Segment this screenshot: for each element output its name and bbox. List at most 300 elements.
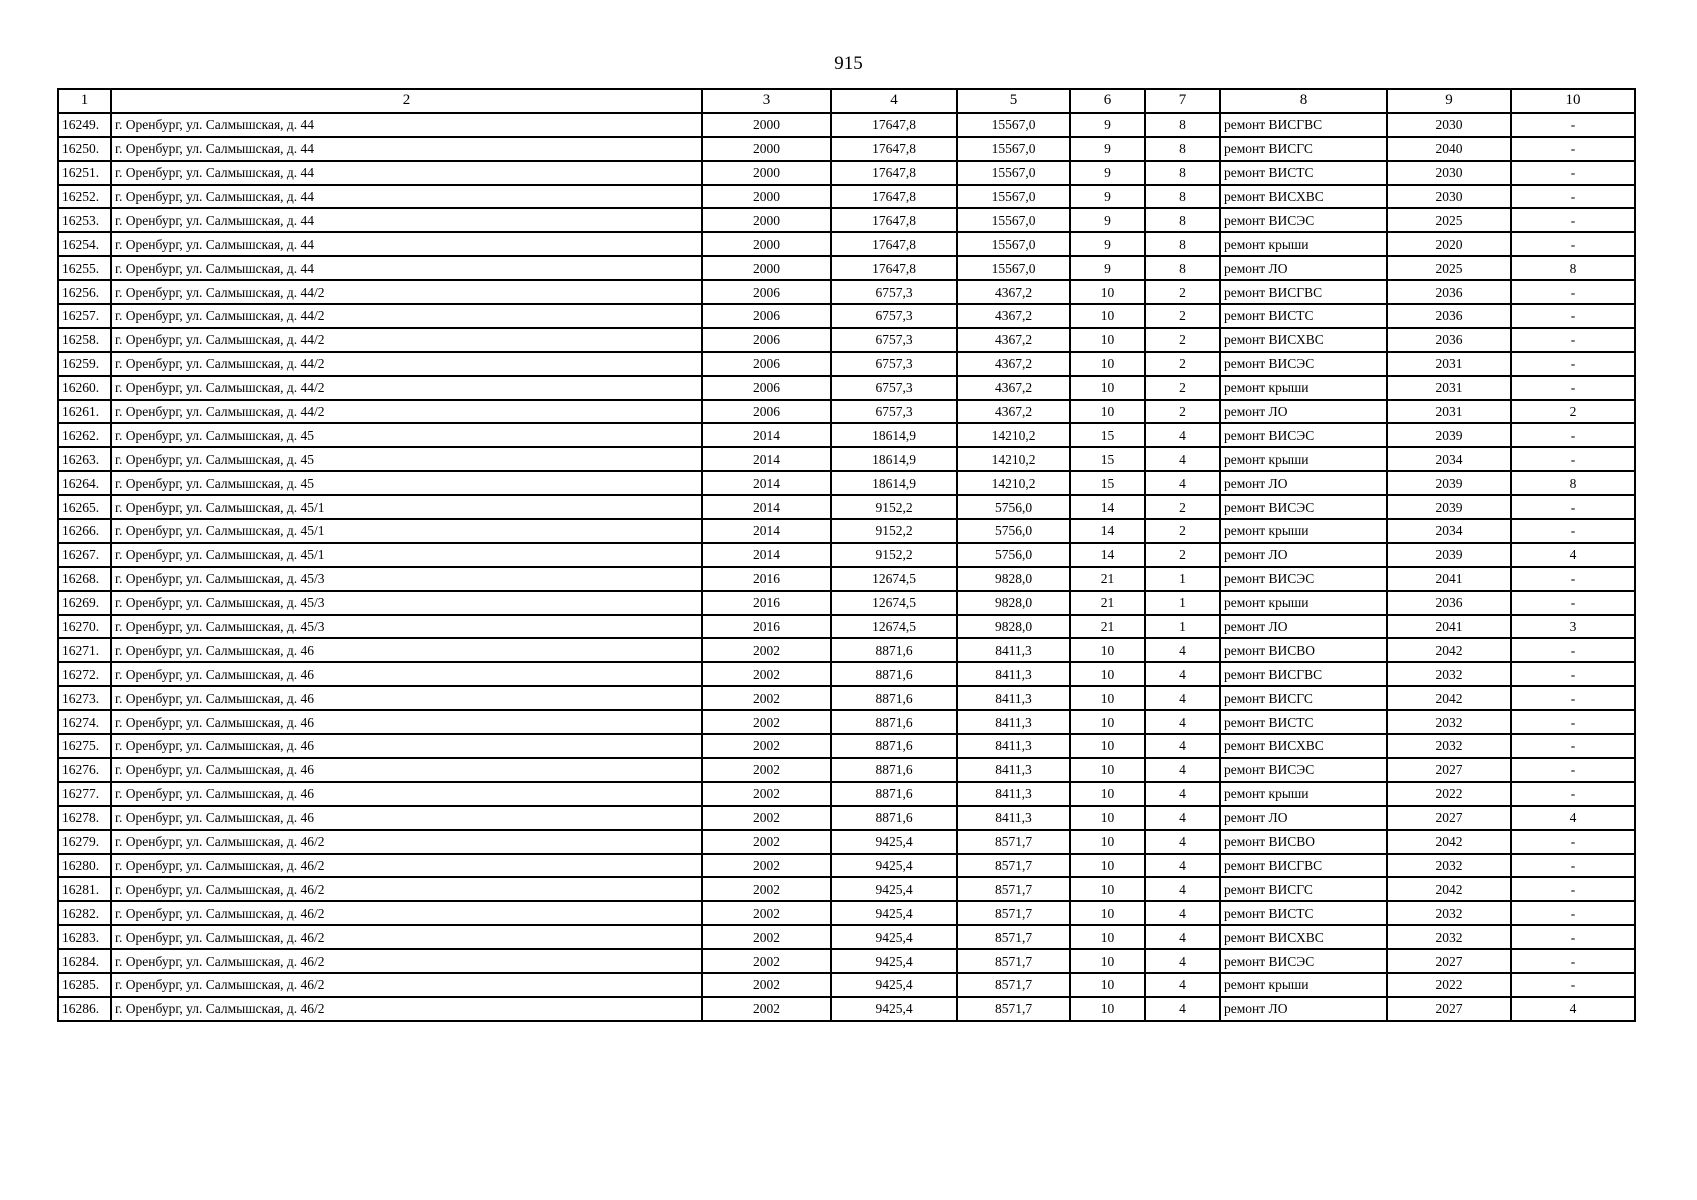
cell-entrances: 4	[1145, 638, 1220, 662]
cell-floors: 15	[1070, 447, 1145, 471]
cell-total-area: 9152,2	[831, 543, 957, 567]
cell-year-built: 2000	[702, 256, 831, 280]
cell-planned-year: 2027	[1387, 997, 1511, 1021]
cell-planned-year: 2032	[1387, 901, 1511, 925]
cell-entrances: 8	[1145, 232, 1220, 256]
cell-year-built: 2002	[702, 973, 831, 997]
cell-row-number: 16284.	[58, 949, 111, 973]
cell-address: г. Оренбург, ул. Салмышская, д. 45/1	[111, 543, 702, 567]
cell-living-area: 8411,3	[957, 734, 1070, 758]
cell-total-area: 12674,5	[831, 567, 957, 591]
cell-year-built: 2006	[702, 280, 831, 304]
cell-address: г. Оренбург, ул. Салмышская, д. 45/1	[111, 519, 702, 543]
cell-entrances: 1	[1145, 615, 1220, 639]
table-row	[58, 686, 1635, 710]
cell-entrances: 4	[1145, 686, 1220, 710]
cell-total-area: 6757,3	[831, 376, 957, 400]
cell-total-area: 9425,4	[831, 925, 957, 949]
cell-address: г. Оренбург, ул. Салмышская, д. 46/2	[111, 830, 702, 854]
cell-row-number: 16260.	[58, 376, 111, 400]
cell-planned-year: 2042	[1387, 686, 1511, 710]
cell-column-10-value: -	[1511, 686, 1635, 710]
cell-column-10-value: -	[1511, 328, 1635, 352]
cell-row-number: 16261.	[58, 400, 111, 424]
cell-column-10-value: -	[1511, 161, 1635, 185]
cell-repair-type: ремонт ЛО	[1220, 997, 1387, 1021]
cell-planned-year: 2032	[1387, 734, 1511, 758]
cell-living-area: 15567,0	[957, 161, 1070, 185]
cell-floors: 10	[1070, 973, 1145, 997]
cell-address: г. Оренбург, ул. Салмышская, д. 46	[111, 662, 702, 686]
cell-column-10-value: -	[1511, 423, 1635, 447]
cell-year-built: 2006	[702, 376, 831, 400]
cell-column-10-value: -	[1511, 280, 1635, 304]
cell-row-number: 16276.	[58, 758, 111, 782]
cell-column-10-value: -	[1511, 208, 1635, 232]
cell-column-10-value: 4	[1511, 806, 1635, 830]
cell-living-area: 4367,2	[957, 304, 1070, 328]
cell-year-built: 2002	[702, 710, 831, 734]
cell-floors: 14	[1070, 543, 1145, 567]
cell-floors: 10	[1070, 686, 1145, 710]
cell-row-number: 16256.	[58, 280, 111, 304]
cell-row-number: 16257.	[58, 304, 111, 328]
table-row	[58, 447, 1635, 471]
cell-entrances: 4	[1145, 423, 1220, 447]
cell-planned-year: 2036	[1387, 280, 1511, 304]
cell-planned-year: 2030	[1387, 113, 1511, 137]
cell-total-area: 17647,8	[831, 256, 957, 280]
table-row	[58, 734, 1635, 758]
cell-total-area: 18614,9	[831, 471, 957, 495]
cell-living-area: 8411,3	[957, 638, 1070, 662]
cell-column-10-value: -	[1511, 734, 1635, 758]
cell-address: г. Оренбург, ул. Салмышская, д. 44	[111, 113, 702, 137]
cell-planned-year: 2025	[1387, 208, 1511, 232]
cell-year-built: 2014	[702, 423, 831, 447]
table-row	[58, 949, 1635, 973]
cell-year-built: 2000	[702, 208, 831, 232]
cell-floors: 10	[1070, 280, 1145, 304]
cell-address: г. Оренбург, ул. Салмышская, д. 46	[111, 638, 702, 662]
cell-address: г. Оренбург, ул. Салмышская, д. 44	[111, 256, 702, 280]
cell-repair-type: ремонт ВИСЭС	[1220, 949, 1387, 973]
cell-floors: 10	[1070, 782, 1145, 806]
cell-total-area: 17647,8	[831, 232, 957, 256]
cell-living-area: 8411,3	[957, 758, 1070, 782]
cell-year-built: 2000	[702, 232, 831, 256]
cell-planned-year: 2039	[1387, 423, 1511, 447]
table-row	[58, 567, 1635, 591]
cell-planned-year: 2032	[1387, 710, 1511, 734]
cell-column-10-value: -	[1511, 567, 1635, 591]
cell-floors: 21	[1070, 567, 1145, 591]
table-row	[58, 376, 1635, 400]
cell-entrances: 8	[1145, 113, 1220, 137]
cell-total-area: 9152,2	[831, 519, 957, 543]
cell-year-built: 2006	[702, 352, 831, 376]
cell-column-10-value: 8	[1511, 256, 1635, 280]
cell-total-area: 9425,4	[831, 949, 957, 973]
cell-year-built: 2000	[702, 161, 831, 185]
table-row	[58, 208, 1635, 232]
cell-repair-type: ремонт ВИСГВС	[1220, 854, 1387, 878]
cell-entrances: 4	[1145, 710, 1220, 734]
table-row	[58, 185, 1635, 209]
cell-floors: 10	[1070, 806, 1145, 830]
cell-entrances: 1	[1145, 591, 1220, 615]
cell-living-area: 9828,0	[957, 591, 1070, 615]
cell-planned-year: 2041	[1387, 567, 1511, 591]
cell-year-built: 2000	[702, 113, 831, 137]
cell-floors: 9	[1070, 137, 1145, 161]
cell-planned-year: 2031	[1387, 376, 1511, 400]
cell-planned-year: 2042	[1387, 877, 1511, 901]
cell-planned-year: 2032	[1387, 925, 1511, 949]
cell-living-area: 8411,3	[957, 782, 1070, 806]
cell-repair-type: ремонт крыши	[1220, 376, 1387, 400]
cell-repair-type: ремонт ВИСГС	[1220, 137, 1387, 161]
cell-entrances: 4	[1145, 830, 1220, 854]
cell-living-area: 15567,0	[957, 208, 1070, 232]
cell-address: г. Оренбург, ул. Салмышская, д. 44/2	[111, 304, 702, 328]
cell-repair-type: ремонт ВИСЭС	[1220, 208, 1387, 232]
cell-repair-type: ремонт ЛО	[1220, 400, 1387, 424]
table-row	[58, 877, 1635, 901]
cell-address: г. Оренбург, ул. Салмышская, д. 44/2	[111, 280, 702, 304]
cell-living-area: 14210,2	[957, 471, 1070, 495]
cell-year-built: 2014	[702, 495, 831, 519]
cell-column-10-value: -	[1511, 973, 1635, 997]
cell-total-area: 8871,6	[831, 758, 957, 782]
table-row	[58, 519, 1635, 543]
cell-total-area: 17647,8	[831, 185, 957, 209]
cell-column-10-value: -	[1511, 830, 1635, 854]
cell-repair-type: ремонт ВИСТС	[1220, 304, 1387, 328]
cell-total-area: 9425,4	[831, 973, 957, 997]
column-header-8: 8	[1220, 89, 1387, 113]
cell-address: г. Оренбург, ул. Салмышская, д. 45	[111, 447, 702, 471]
table-row	[58, 997, 1635, 1021]
cell-planned-year: 2025	[1387, 256, 1511, 280]
cell-row-number: 16264.	[58, 471, 111, 495]
cell-entrances: 4	[1145, 734, 1220, 758]
cell-floors: 10	[1070, 877, 1145, 901]
cell-living-area: 15567,0	[957, 113, 1070, 137]
cell-floors: 9	[1070, 256, 1145, 280]
cell-year-built: 2002	[702, 830, 831, 854]
cell-living-area: 8571,7	[957, 830, 1070, 854]
cell-address: г. Оренбург, ул. Салмышская, д. 44	[111, 185, 702, 209]
cell-row-number: 16273.	[58, 686, 111, 710]
cell-floors: 10	[1070, 376, 1145, 400]
cell-row-number: 16249.	[58, 113, 111, 137]
cell-living-area: 5756,0	[957, 495, 1070, 519]
cell-repair-type: ремонт ВИСГС	[1220, 686, 1387, 710]
cell-living-area: 9828,0	[957, 615, 1070, 639]
column-header-3: 3	[702, 89, 831, 113]
cell-planned-year: 2034	[1387, 447, 1511, 471]
cell-living-area: 5756,0	[957, 543, 1070, 567]
cell-year-built: 2002	[702, 854, 831, 878]
cell-planned-year: 2030	[1387, 161, 1511, 185]
cell-planned-year: 2036	[1387, 591, 1511, 615]
cell-address: г. Оренбург, ул. Салмышская, д. 46	[111, 734, 702, 758]
cell-column-10-value: -	[1511, 304, 1635, 328]
cell-floors: 14	[1070, 519, 1145, 543]
cell-column-10-value: -	[1511, 185, 1635, 209]
cell-entrances: 8	[1145, 185, 1220, 209]
cell-column-10-value: -	[1511, 638, 1635, 662]
cell-row-number: 16277.	[58, 782, 111, 806]
cell-total-area: 6757,3	[831, 304, 957, 328]
cell-entrances: 4	[1145, 854, 1220, 878]
cell-floors: 9	[1070, 185, 1145, 209]
cell-repair-type: ремонт ВИСХВС	[1220, 925, 1387, 949]
cell-row-number: 16269.	[58, 591, 111, 615]
cell-column-10-value: -	[1511, 232, 1635, 256]
cell-address: г. Оренбург, ул. Салмышская, д. 46/2	[111, 901, 702, 925]
cell-total-area: 8871,6	[831, 638, 957, 662]
column-header-4: 4	[831, 89, 957, 113]
cell-row-number: 16263.	[58, 447, 111, 471]
cell-floors: 9	[1070, 208, 1145, 232]
cell-row-number: 16268.	[58, 567, 111, 591]
cell-column-10-value: -	[1511, 782, 1635, 806]
cell-column-10-value: -	[1511, 901, 1635, 925]
cell-total-area: 6757,3	[831, 352, 957, 376]
table-row	[58, 113, 1635, 137]
cell-row-number: 16270.	[58, 615, 111, 639]
cell-address: г. Оренбург, ул. Салмышская, д. 44/2	[111, 400, 702, 424]
cell-column-10-value: -	[1511, 949, 1635, 973]
cell-repair-type: ремонт ВИСХВС	[1220, 185, 1387, 209]
cell-total-area: 6757,3	[831, 328, 957, 352]
cell-repair-type: ремонт ВИСЭС	[1220, 567, 1387, 591]
cell-total-area: 9425,4	[831, 901, 957, 925]
cell-repair-type: ремонт ВИСВО	[1220, 830, 1387, 854]
cell-repair-type: ремонт ВИСЭС	[1220, 352, 1387, 376]
cell-total-area: 18614,9	[831, 423, 957, 447]
table-body	[58, 113, 1635, 1021]
cell-row-number: 16274.	[58, 710, 111, 734]
cell-planned-year: 2042	[1387, 638, 1511, 662]
cell-year-built: 2006	[702, 328, 831, 352]
cell-row-number: 16280.	[58, 854, 111, 878]
table-row	[58, 328, 1635, 352]
table-row	[58, 400, 1635, 424]
cell-floors: 10	[1070, 734, 1145, 758]
cell-total-area: 9425,4	[831, 877, 957, 901]
cell-row-number: 16253.	[58, 208, 111, 232]
cell-floors: 21	[1070, 615, 1145, 639]
cell-living-area: 8571,7	[957, 949, 1070, 973]
cell-repair-type: ремонт ВИСТС	[1220, 710, 1387, 734]
table-row	[58, 901, 1635, 925]
table-row	[58, 925, 1635, 949]
cell-year-built: 2000	[702, 137, 831, 161]
cell-year-built: 2002	[702, 925, 831, 949]
cell-planned-year: 2030	[1387, 185, 1511, 209]
cell-total-area: 18614,9	[831, 447, 957, 471]
cell-total-area: 9425,4	[831, 854, 957, 878]
table-row	[58, 423, 1635, 447]
page-number: 915	[834, 53, 863, 74]
cell-repair-type: ремонт ВИСХВС	[1220, 328, 1387, 352]
cell-address: г. Оренбург, ул. Салмышская, д. 44	[111, 137, 702, 161]
cell-year-built: 2006	[702, 304, 831, 328]
cell-total-area: 9425,4	[831, 830, 957, 854]
cell-address: г. Оренбург, ул. Салмышская, д. 46/2	[111, 973, 702, 997]
cell-year-built: 2002	[702, 997, 831, 1021]
cell-repair-type: ремонт ВИСГВС	[1220, 280, 1387, 304]
table-row	[58, 543, 1635, 567]
cell-living-area: 8411,3	[957, 662, 1070, 686]
cell-repair-type: ремонт ВИСГВС	[1220, 113, 1387, 137]
cell-entrances: 4	[1145, 471, 1220, 495]
cell-year-built: 2014	[702, 447, 831, 471]
cell-entrances: 2	[1145, 519, 1220, 543]
cell-year-built: 2002	[702, 901, 831, 925]
cell-repair-type: ремонт крыши	[1220, 973, 1387, 997]
cell-column-10-value: -	[1511, 519, 1635, 543]
cell-year-built: 2016	[702, 591, 831, 615]
cell-column-10-value: -	[1511, 352, 1635, 376]
cell-column-10-value: 4	[1511, 997, 1635, 1021]
cell-planned-year: 2027	[1387, 806, 1511, 830]
cell-living-area: 8411,3	[957, 806, 1070, 830]
cell-floors: 15	[1070, 471, 1145, 495]
cell-entrances: 4	[1145, 662, 1220, 686]
cell-column-10-value: -	[1511, 662, 1635, 686]
cell-row-number: 16265.	[58, 495, 111, 519]
cell-address: г. Оренбург, ул. Салмышская, д. 45/3	[111, 591, 702, 615]
cell-repair-type: ремонт ЛО	[1220, 806, 1387, 830]
cell-entrances: 8	[1145, 137, 1220, 161]
cell-repair-type: ремонт ВИСХВС	[1220, 734, 1387, 758]
table-row	[58, 161, 1635, 185]
cell-address: г. Оренбург, ул. Салмышская, д. 44	[111, 232, 702, 256]
cell-total-area: 17647,8	[831, 208, 957, 232]
cell-row-number: 16285.	[58, 973, 111, 997]
cell-column-10-value: -	[1511, 137, 1635, 161]
cell-repair-type: ремонт крыши	[1220, 519, 1387, 543]
cell-living-area: 15567,0	[957, 137, 1070, 161]
cell-row-number: 16286.	[58, 997, 111, 1021]
cell-total-area: 12674,5	[831, 591, 957, 615]
column-header-9: 9	[1387, 89, 1511, 113]
cell-address: г. Оренбург, ул. Салмышская, д. 45	[111, 471, 702, 495]
cell-planned-year: 2022	[1387, 782, 1511, 806]
cell-living-area: 14210,2	[957, 447, 1070, 471]
cell-living-area: 15567,0	[957, 232, 1070, 256]
cell-address: г. Оренбург, ул. Салмышская, д. 46	[111, 806, 702, 830]
cell-planned-year: 2042	[1387, 830, 1511, 854]
column-header-7: 7	[1145, 89, 1220, 113]
cell-address: г. Оренбург, ул. Салмышская, д. 45	[111, 423, 702, 447]
table-row	[58, 854, 1635, 878]
cell-entrances: 2	[1145, 376, 1220, 400]
cell-column-10-value: -	[1511, 495, 1635, 519]
cell-planned-year: 2041	[1387, 615, 1511, 639]
cell-repair-type: ремонт ВИСТС	[1220, 161, 1387, 185]
cell-address: г. Оренбург, ул. Салмышская, д. 46	[111, 686, 702, 710]
cell-entrances: 4	[1145, 758, 1220, 782]
cell-living-area: 8411,3	[957, 710, 1070, 734]
cell-column-10-value: -	[1511, 447, 1635, 471]
cell-floors: 10	[1070, 328, 1145, 352]
cell-living-area: 4367,2	[957, 376, 1070, 400]
column-header-6: 6	[1070, 89, 1145, 113]
cell-repair-type: ремонт крыши	[1220, 447, 1387, 471]
cell-address: г. Оренбург, ул. Салмышская, д. 46/2	[111, 854, 702, 878]
cell-address: г. Оренбург, ул. Салмышская, д. 45/3	[111, 615, 702, 639]
cell-repair-type: ремонт ВИСЭС	[1220, 758, 1387, 782]
cell-column-10-value: -	[1511, 591, 1635, 615]
cell-planned-year: 2032	[1387, 854, 1511, 878]
table-row	[58, 280, 1635, 304]
table-row	[58, 758, 1635, 782]
table-row	[58, 471, 1635, 495]
cell-address: г. Оренбург, ул. Салмышская, д. 46	[111, 782, 702, 806]
table-row	[58, 256, 1635, 280]
cell-planned-year: 2027	[1387, 758, 1511, 782]
cell-row-number: 16266.	[58, 519, 111, 543]
cell-planned-year: 2031	[1387, 400, 1511, 424]
cell-repair-type: ремонт ВИСТС	[1220, 901, 1387, 925]
cell-living-area: 15567,0	[957, 185, 1070, 209]
cell-address: г. Оренбург, ул. Салмышская, д. 46/2	[111, 949, 702, 973]
cell-living-area: 8571,7	[957, 877, 1070, 901]
cell-address: г. Оренбург, ул. Салмышская, д. 44/2	[111, 352, 702, 376]
cell-repair-type: ремонт крыши	[1220, 591, 1387, 615]
cell-living-area: 14210,2	[957, 423, 1070, 447]
cell-living-area: 5756,0	[957, 519, 1070, 543]
cell-total-area: 9425,4	[831, 997, 957, 1021]
cell-repair-type: ремонт ВИСЭС	[1220, 495, 1387, 519]
cell-entrances: 2	[1145, 328, 1220, 352]
cell-living-area: 8571,7	[957, 973, 1070, 997]
cell-address: г. Оренбург, ул. Салмышская, д. 46/2	[111, 925, 702, 949]
cell-repair-type: ремонт ЛО	[1220, 543, 1387, 567]
table-row	[58, 591, 1635, 615]
cell-row-number: 16259.	[58, 352, 111, 376]
table-row	[58, 137, 1635, 161]
cell-living-area: 8571,7	[957, 997, 1070, 1021]
cell-year-built: 2014	[702, 471, 831, 495]
cell-living-area: 4367,2	[957, 352, 1070, 376]
cell-column-10-value: -	[1511, 854, 1635, 878]
cell-column-10-value: 4	[1511, 543, 1635, 567]
cell-column-10-value: 8	[1511, 471, 1635, 495]
cell-year-built: 2002	[702, 686, 831, 710]
cell-floors: 10	[1070, 400, 1145, 424]
cell-year-built: 2016	[702, 615, 831, 639]
cell-entrances: 4	[1145, 997, 1220, 1021]
cell-total-area: 8871,6	[831, 782, 957, 806]
cell-floors: 10	[1070, 638, 1145, 662]
cell-planned-year: 2031	[1387, 352, 1511, 376]
cell-planned-year: 2032	[1387, 662, 1511, 686]
cell-floors: 10	[1070, 662, 1145, 686]
cell-column-10-value: -	[1511, 113, 1635, 137]
cell-planned-year: 2027	[1387, 949, 1511, 973]
cell-year-built: 2016	[702, 567, 831, 591]
cell-row-number: 16281.	[58, 877, 111, 901]
cell-year-built: 2006	[702, 400, 831, 424]
cell-entrances: 8	[1145, 256, 1220, 280]
cell-planned-year: 2022	[1387, 973, 1511, 997]
